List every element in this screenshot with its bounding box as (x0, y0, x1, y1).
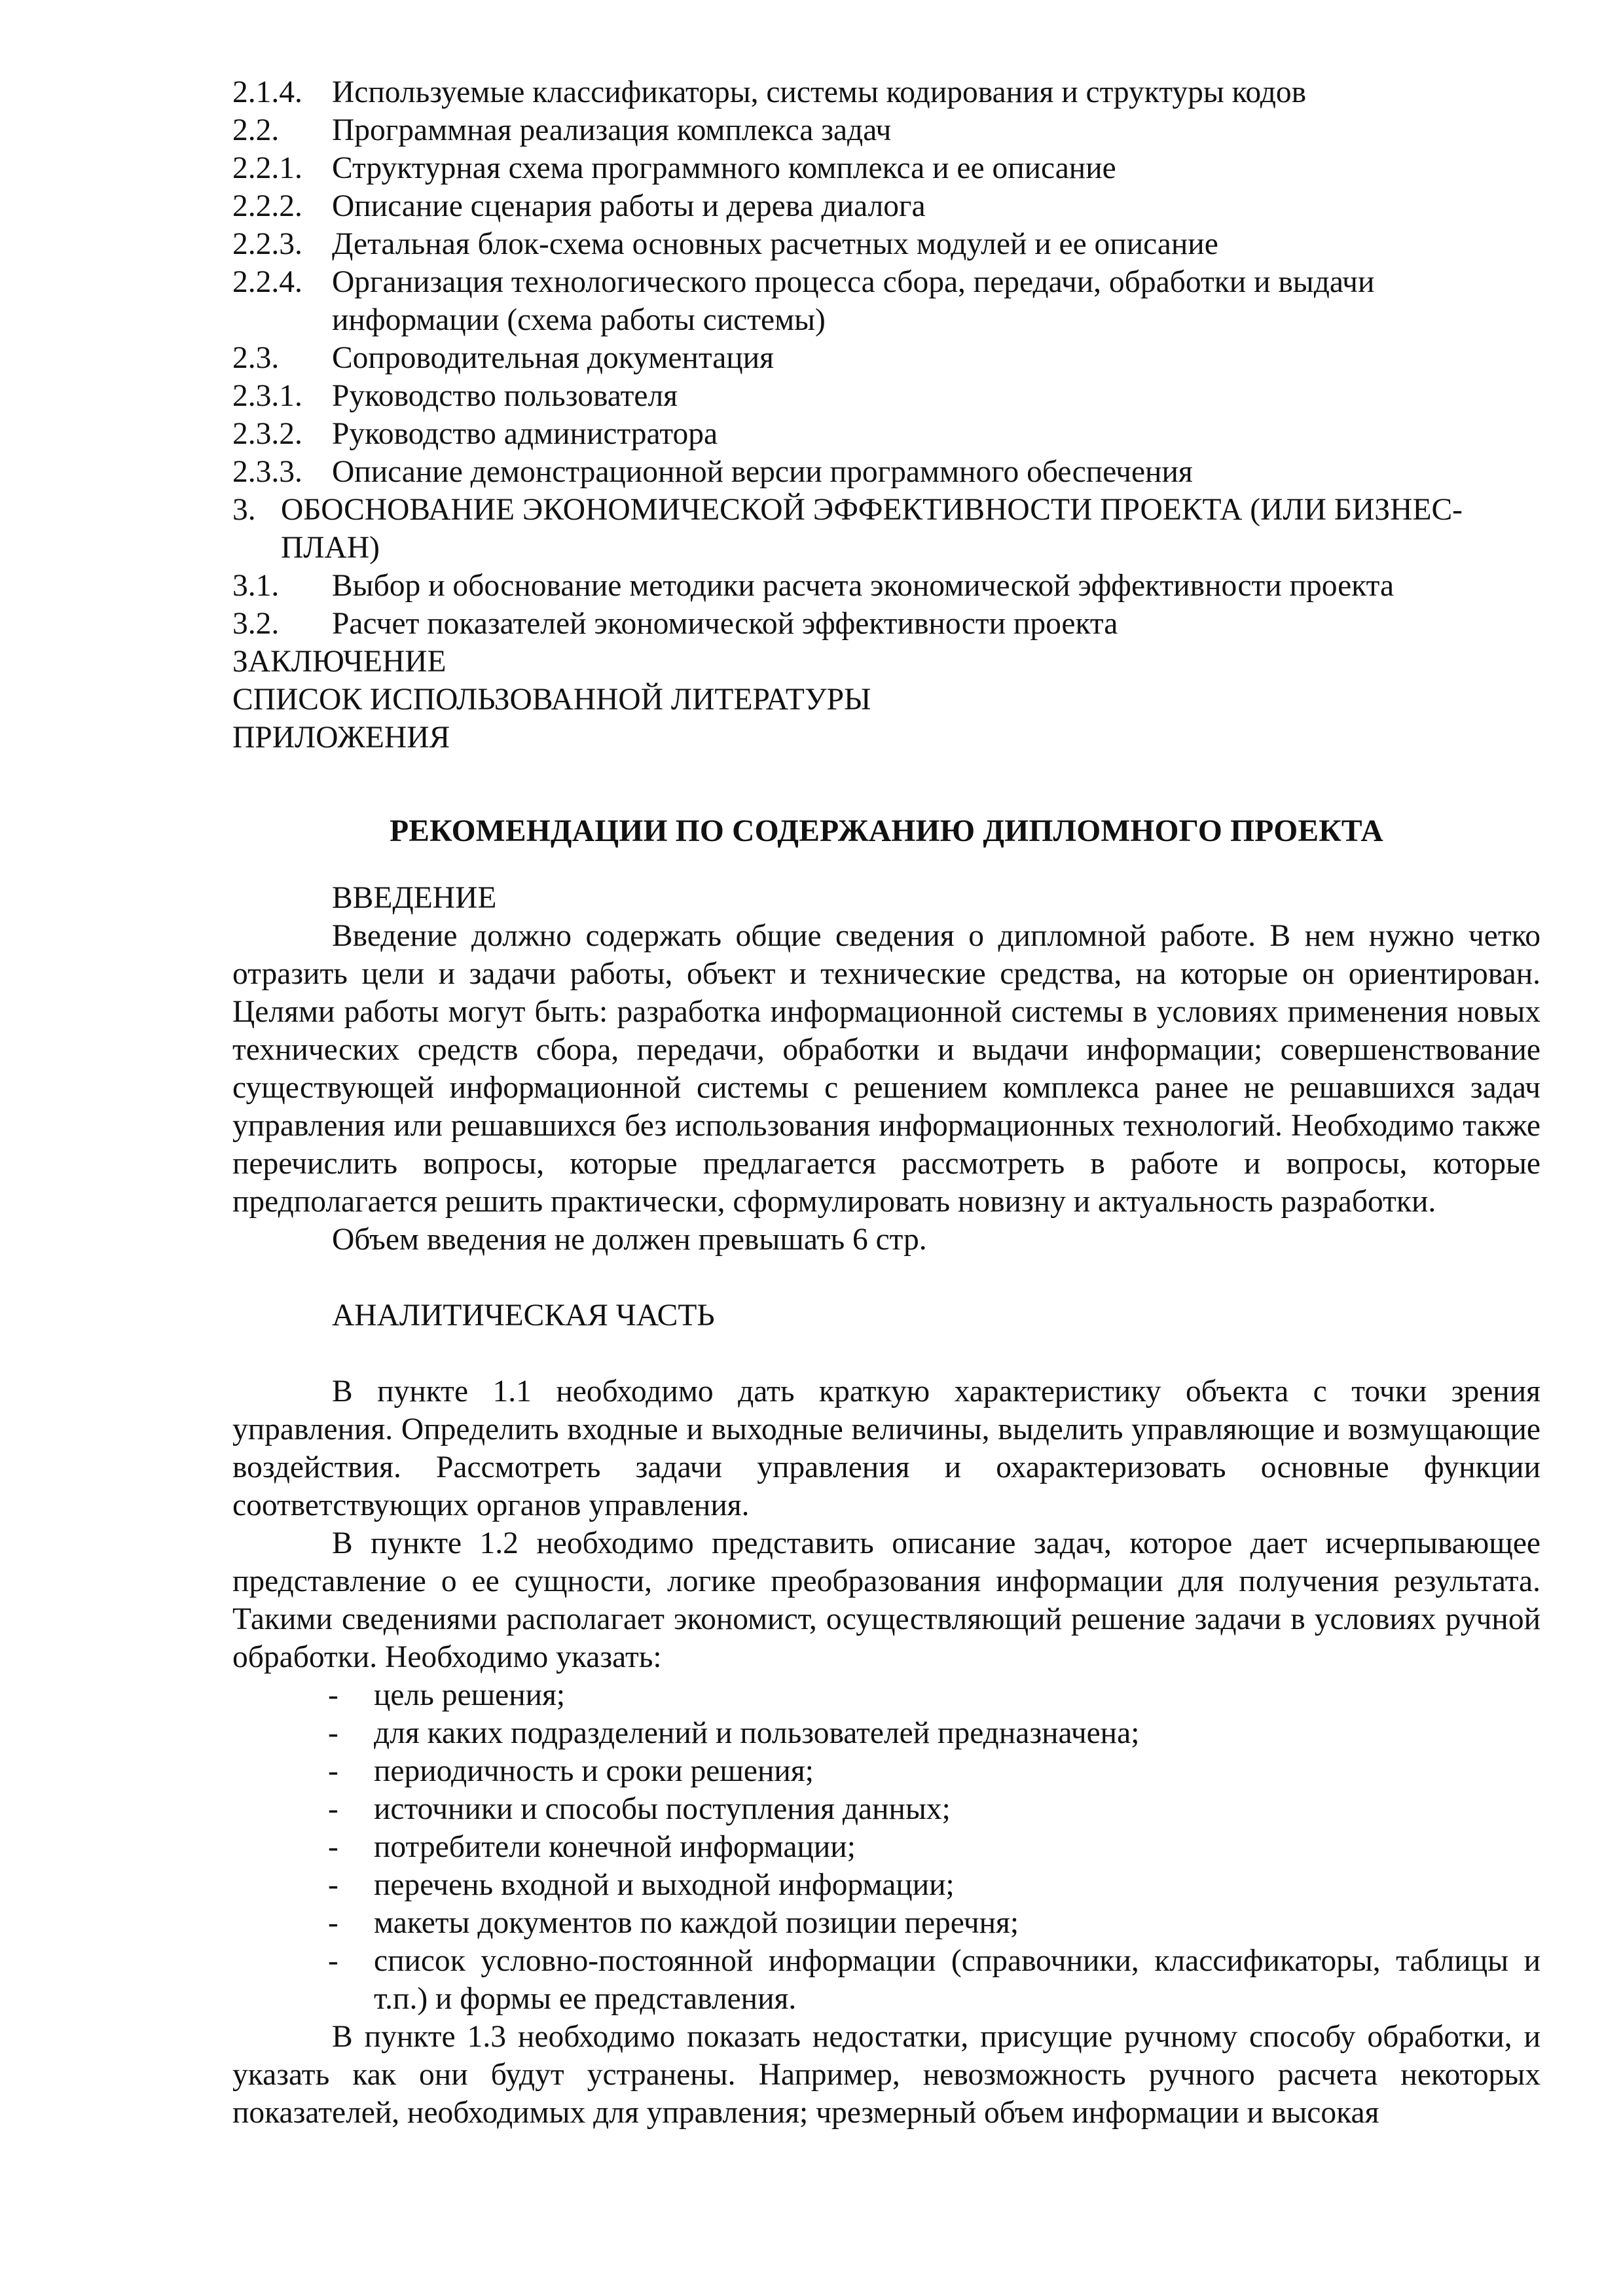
toc-item (232, 225, 1541, 263)
toc-number: 3. (232, 493, 256, 527)
analytic-paragraph: В пункте 1.2 необходимо представить описание задач, которое дает исчерпывающее представление о ее сущности, логике преобразования информации для получения результата. Такими сведениями располагает экономист, осуществляющий решение задачи в условиях ручной обработки. Необходимо указать: (232, 1526, 1541, 1674)
toc-number: 2.2.2. (232, 189, 302, 223)
intro-paragraph: Объем введения не должен превышать 6 стр. (332, 1223, 927, 1257)
list-item (232, 1866, 1541, 1904)
toc-number: 3.2. (232, 607, 280, 641)
list-item-text: для каких подразделений и пользователей предназначена; (374, 1716, 1140, 1750)
toc-number: 2.2.1. (232, 151, 302, 185)
list-item-text: потребители конечной информации; (374, 1830, 856, 1864)
toc-item (232, 605, 1541, 643)
intro-paragraph: Введение должно содержать общие сведения о дипломной работе. В нем нужно четко отразить цели и задачи работы, объект и технические средства, на которые он ориентирован. Целями работы могут быть: разработка информационной системы в условиях применения новых технических средств сбора, передачи, обработки и выдачи информации; совершенствование существующей информационной системы с решением комплекса ранее не решавшихся задач управления или решавшихся без использования информационных технологий. Необходимо также перечислить вопросы, которые предлагается рассмотреть в работе и вопросы, которые предполагается решить практически, сформулировать новизну и актуальность разработки. (232, 919, 1541, 1219)
list-bullet: - (328, 1754, 338, 1788)
toc-item (232, 567, 1541, 605)
toc-number: 2.3. (232, 341, 280, 375)
toc-item (232, 339, 1541, 377)
analytic-heading: АНАЛИТИЧЕСКАЯ ЧАСТЬ (332, 1299, 715, 1333)
list-item (232, 1676, 1541, 1714)
list-bullet: - (328, 1868, 338, 1902)
toc-text: Программная реализация комплекса задач (332, 113, 892, 147)
toc-list (232, 73, 1541, 757)
toc-text: Детальная блок-схема основных расчетных модулей и ее описание (332, 227, 1218, 261)
list-item (232, 1790, 1541, 1828)
list-bullet: - (328, 1716, 338, 1750)
toc-text: Используемые классификаторы, системы кодирования и структуры кодов (332, 75, 1307, 109)
requirements-list (232, 1676, 1541, 2018)
list-bullet: - (328, 1906, 338, 1940)
list-bullet: - (328, 1678, 338, 1712)
toc-text: Организация технологического процесса сбора, передачи, обработки и выдачи информации (схема работы системы) (332, 265, 1375, 337)
toc-item (232, 453, 1541, 491)
intro-heading: ВВЕДЕНИЕ (332, 881, 497, 915)
toc-item (232, 415, 1541, 453)
toc-item (232, 111, 1541, 149)
list-item-text: источники и способы поступления данных; (374, 1792, 951, 1826)
page-content (232, 73, 1541, 2132)
toc-number: 2.2. (232, 113, 280, 147)
toc-text: Описание демонстрационной версии программного обеспечения (332, 455, 1193, 489)
spacer (232, 1259, 1541, 1297)
toc-number: 2.3.2. (232, 417, 302, 451)
spacer (232, 1335, 1541, 1372)
toc-text: Выбор и обоснование методики расчета экономической эффективности проекта (332, 569, 1395, 603)
toc-appendices: ПРИЛОЖЕНИЯ (232, 721, 450, 755)
toc-item (232, 263, 1541, 339)
toc-number: 2.1.4. (232, 75, 302, 109)
list-item (232, 1904, 1541, 1942)
toc-number: 2.3.3. (232, 455, 302, 489)
toc-number: 2.3.1. (232, 379, 302, 413)
toc-item (232, 73, 1541, 111)
list-bullet: - (328, 1792, 338, 1826)
toc-text: Описание сценария работы и дерева диалога (332, 189, 926, 223)
page-title: РЕКОМЕНДАЦИИ ПО СОДЕРЖАНИЮ ДИПЛОМНОГО ПРОЕКТА (390, 814, 1383, 848)
analytic-paragraph: В пункте 1.1 необходимо дать краткую характеристику объекта с точки зрения управления. Определить входные и выходные величины, выделить управляющие и возмущающие воздействия. Рассмотреть задачи управления и охарактеризовать основные функции соответствующих органов управления. (232, 1374, 1541, 1522)
toc-section-3 (232, 491, 1541, 567)
toc-item (232, 187, 1541, 225)
toc-text: Руководство пользователя (332, 379, 678, 413)
toc-number: 2.2.4. (232, 265, 302, 299)
list-item (232, 1942, 1541, 2018)
list-item (232, 1752, 1541, 1790)
list-item-text: перечень входной и выходной информации; (374, 1868, 955, 1902)
list-item-text: макеты документов по каждой позиции перечня; (374, 1906, 1019, 1940)
list-item (232, 1714, 1541, 1752)
list-item-text: периодичность и сроки решения; (374, 1754, 814, 1788)
toc-text: Сопроводительная документация (332, 341, 774, 375)
list-item (232, 1828, 1541, 1866)
list-item-text: список условно-постоянной информации (справочники, классификаторы, таблицы и т.п.) и формы ее представления. (374, 1944, 1541, 2016)
toc-number: 2.2.3. (232, 227, 302, 261)
toc-text: Расчет показателей экономической эффективности проекта (332, 607, 1118, 641)
toc-text: ОБОСНОВАНИЕ ЭКОНОМИЧЕСКОЙ ЭФФЕКТИВНОСТИ ПРОЕКТА (ИЛИ БИЗНЕС-ПЛАН) (281, 493, 1463, 565)
analytic-paragraph: В пункте 1.3 необходимо показать недостатки, присущие ручному способу обработки, и указать как они будут устранены. Например, невозможность ручного расчета некоторых показателей, необходимых для управления; чрезмерный объем информации и высокая (232, 2020, 1541, 2130)
toc-item (232, 377, 1541, 415)
toc-text: Руководство администратора (332, 417, 718, 451)
list-bullet: - (328, 1944, 338, 1978)
toc-references: СПИСОК ИСПОЛЬЗОВАННОЙ ЛИТЕРАТУРЫ (232, 683, 871, 717)
toc-text: Структурная схема программного комплекса и ее описание (332, 151, 1116, 185)
list-item-text: цель решения; (374, 1678, 566, 1712)
toc-conclusion: ЗАКЛЮЧЕНИЕ (232, 645, 447, 679)
toc-item (232, 149, 1541, 187)
list-bullet: - (328, 1830, 338, 1864)
toc-number: 3.1. (232, 569, 280, 603)
